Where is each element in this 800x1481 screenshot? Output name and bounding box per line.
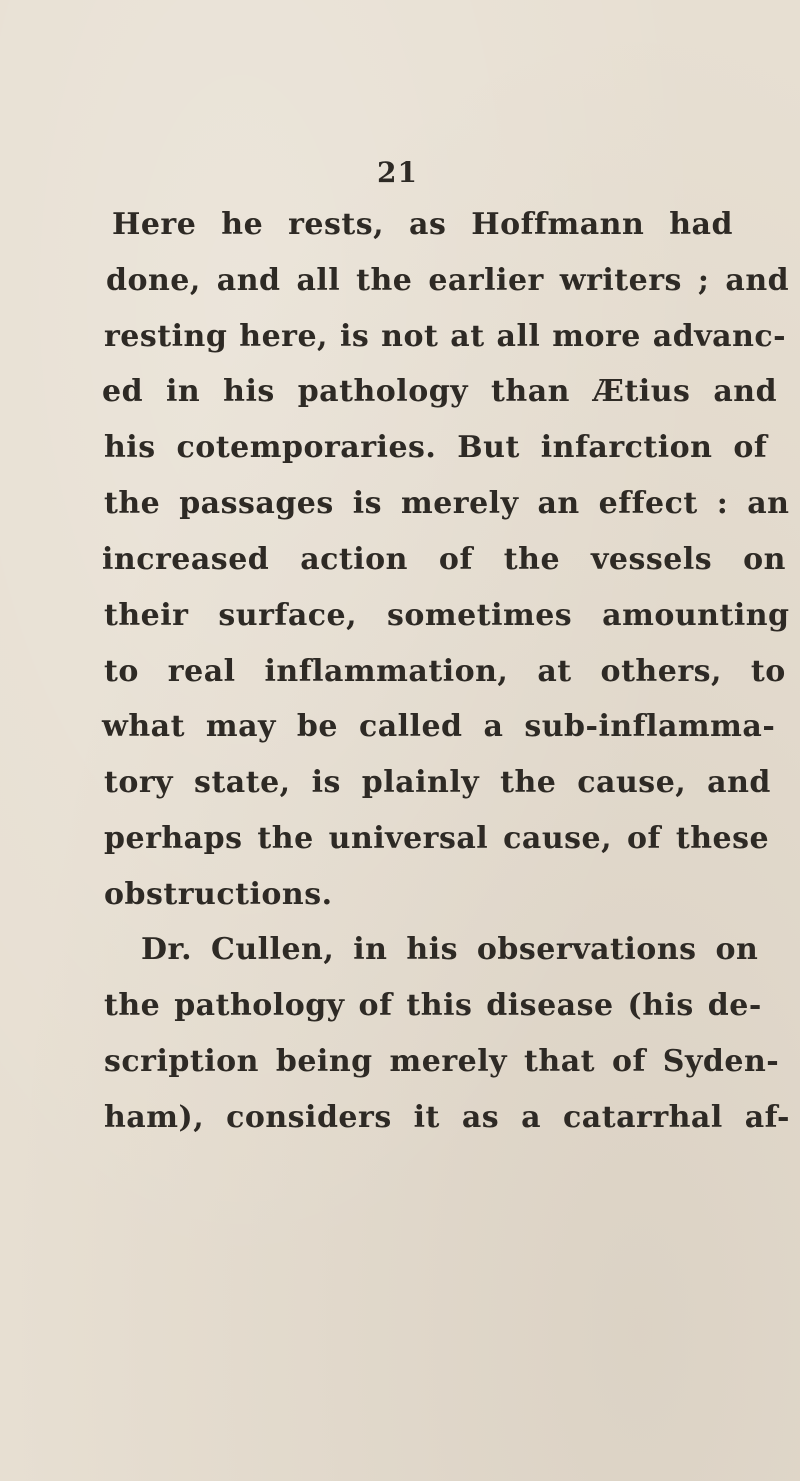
text-line: Here he rests, as Hoffmann had bbox=[112, 207, 733, 242]
text-line: Dr. Cullen, in his observations on bbox=[141, 932, 759, 967]
text-line: to real inflammation, at others, to bbox=[104, 654, 786, 689]
text-line: tory state, is plainly the cause, and bbox=[104, 765, 771, 800]
text-line: ham), considers it as a catarrhal af- bbox=[104, 1100, 790, 1135]
page-number: 21 bbox=[377, 156, 418, 189]
text-line: his cotemporaries. But infarction of bbox=[104, 430, 768, 465]
text-line: what may be called a sub-inflamma- bbox=[102, 709, 776, 744]
text-line: resting here, is not at all more advanc- bbox=[104, 319, 787, 354]
text-line: their surface, sometimes amounting bbox=[104, 598, 790, 633]
text-line: ed in his pathology than Ætius and bbox=[102, 374, 778, 409]
text-line: increased action of the vessels on bbox=[102, 542, 786, 577]
text-line: scription being merely that of Syden- bbox=[104, 1044, 780, 1079]
text-line: done, and all the earlier writers ; and bbox=[106, 263, 790, 298]
text-line: the pathology of this disease (his de- bbox=[104, 988, 762, 1023]
text-line: the passages is merely an effect : an bbox=[104, 486, 790, 521]
text-line: perhaps the universal cause, of these bbox=[104, 821, 770, 856]
text-line: obstructions. bbox=[104, 877, 333, 912]
